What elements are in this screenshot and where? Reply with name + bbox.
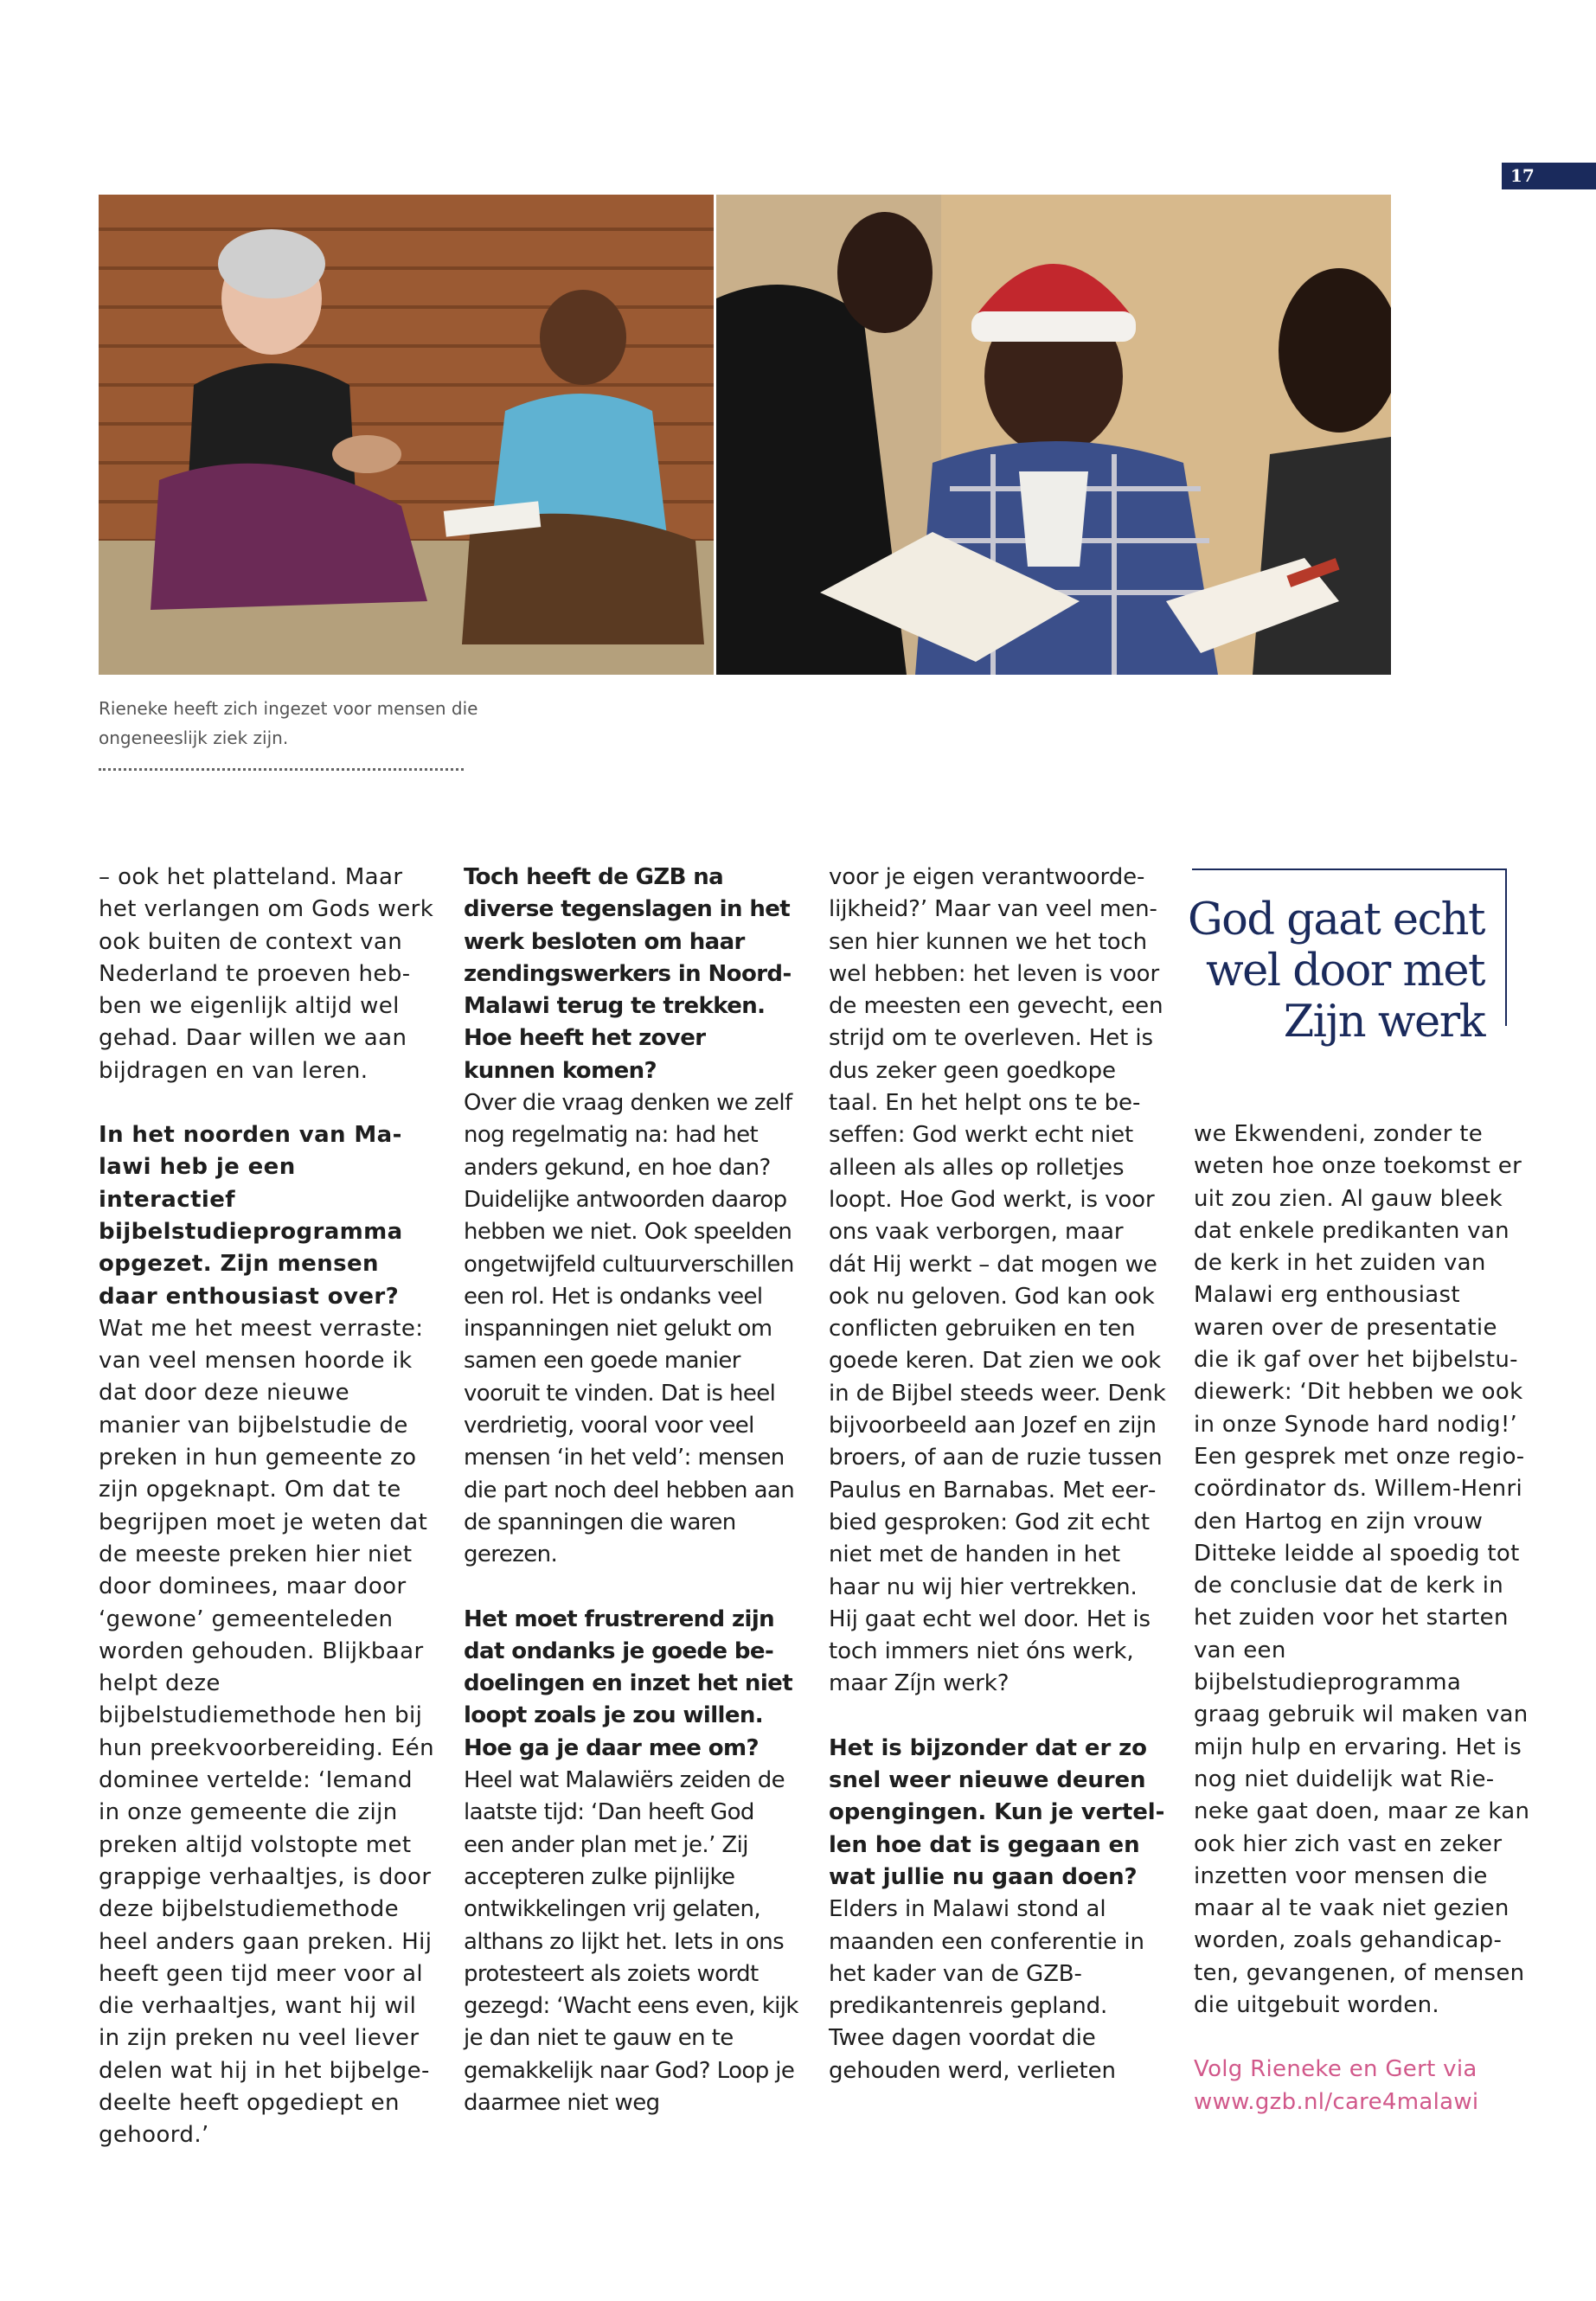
follow-text: Volg Rieneke en Gert via xyxy=(1194,2056,1477,2083)
paragraph: Over die vraag denken we zelf nog regelmatig na: had het anders gekund, en hoe dan? Duidelijke antwoorden daarop hebben we niet. Ook speelden ongetwijfeld cultuurverschillen een rol. Het is ondanks veel inspanningen niet gelukt om samen een goede manier vooruit te vinden. Dat is heel verdrietig, vooral voor veel mensen ‘in het veld’: mensen die part noch deel hebben aan de spanningen die waren gerezen. xyxy=(464,1090,795,1568)
pullquote-line: God gaat echt xyxy=(1187,894,1484,945)
article-column-1 xyxy=(99,862,436,2152)
pullquote xyxy=(1151,894,1484,1048)
pullquote-line: Zijn werk xyxy=(1283,997,1484,1048)
article-column-3 xyxy=(829,862,1166,2087)
caption-divider xyxy=(99,768,464,771)
paragraph: we Ekwendeni, zonder te weten hoe onze toekomst er uit zou zien. Al gauw bleek dat enkele predikanten van de kerk in het zuiden van Malawi erg enthousiast waren over de presentatie die ik gaf over het bijbelstudiewerk: ‘Dit hebben we ook in onze Synode hard nodig!’ Een gesprek met onze regiocoördinator ds. Willem-Henri den Hartog en zijn vrouw Ditteke leidde al spoedig tot de conclusie dat de kerk in het zuiden voor het starten van een bijbelstudieprogramma graag gebruik wil maken van mijn hulp en ervaring. Het is nog niet duidelijk wat Rieneke gaat doen, maar ze kan ook hier zich vast en zeker inzetten voor mensen die maar al te vaak niet gezien worden, zoals gehandicapten, gevangenen, of mensen die uitgebuit worden. xyxy=(1194,1121,1530,2019)
pullquote-line: wel door met xyxy=(1205,945,1484,997)
interview-question: Het moet frustrerend zijn dat ondanks je goede bedoelingen en inzet het niet loopt zoals je zou willen. Hoe ga je daar mee om? xyxy=(464,1606,793,1761)
paragraph: voor je eigen verantwoordelijkheid?’ Maar van veel mensen hier kunnen we het toch wel hebben: het leven is voor de meesten een gevecht, een strijd om te overleven. Het is dus zeker geen goedkope taal. En het helpt ons te beseffen: God werkt echt niet alleen als alles op rolletjes loopt. Hoe God werkt, is voor ons vaak verborgen, maar dát Hij werkt – dat mogen we ook nu geloven. God kan ook conflicten gebruiken en ten goede keren. Dat zien we ook in de Bijbel steeds weer. Denk bijvoorbeeld aan Jozef en zijn broers, of aan de ruzie tussen Paulus en Barnabas. Met eerbied gesproken: God zit echt niet met de handen in het haar nu wij hier vertrekken. Hij gaat echt wel door. Het is toch immers niet óns werk, maar Zíjn werk? xyxy=(829,864,1166,1697)
interview-question: Het is bijzonder dat er zo snel weer nieuwe deuren opengingen. Kun je vertellen hoe dat is gegaan en wat jullie nu gaan doen? xyxy=(829,1734,1165,1890)
interview-question: Toch heeft de GZB na diverse tegenslagen in het werk besloten om haar zendingswerkers in Noord-Malawi terug te trekken. Hoe heeft het zover kunnen komen? xyxy=(464,864,792,1084)
page-number: 17 xyxy=(1502,163,1596,189)
paragraph: Heel wat Malawiërs zeiden de laatste tijd: ‘Dan heeft God een ander plan met je.’ Zij accepteren zulke pijnlijke ontwikkelingen vrij gelaten, althans zo lijkt het. Iets in ons protesteert als zoiets wordt gezegd: ‘Wacht eens even, kijk je dan niet te gauw en te gemakkelijk naar God? Loop je daarmee niet weg xyxy=(464,1767,798,2116)
paragraph: Elders in Malawi stond al maanden een conferentie in het kader van de GZB-predikantenreis gepland. Twee dagen voordat die gehouden werd, verlieten xyxy=(829,1896,1144,2084)
photo-group-bible-study xyxy=(716,195,1391,675)
paragraph: – ook het platteland. Maar het verlangen om Gods werk ook buiten de context van Nederland te proeven hebben we eigenlijk altijd wel gehad. Daar willen we aan bijdragen en van leren. xyxy=(99,864,434,1084)
website-link[interactable]: www.gzb.nl/care4malawi xyxy=(1194,2088,1479,2115)
article-column-4 xyxy=(1194,1118,1531,2118)
article-column-2 xyxy=(464,862,801,2119)
photo-woman-reading-outdoors xyxy=(99,195,714,675)
photo-caption: Rieneke heeft zich ingezet voor mensen die ongeneeslijk ziek zijn. xyxy=(99,698,478,748)
paragraph: Wat me het meest verraste: van veel mensen hoorde ik dat door deze nieuwe manier van bijbelstudie de preken in hun gemeente zo zijn opgeknapt. Om dat te begrijpen moet je weten dat de meeste preken hier niet door dominees, maar door ‘gewone’ gemeenteleden worden gehouden. Blijkbaar helpt deze bijbelstudiemethode hen bij hun preekvoorbereiding. Eén dominee vertelde: ‘Iemand in onze gemeente die zijn preken altijd volstopte met grappige verhaaltjes, is door deze bijbelstudiemethode heel anders gaan preken. Hij heeft geen tijd meer voor al die verhaaltjes, want hij wil in zijn preken nu veel liever delen wat hij in het bijbelgedeelte heeft opgediept en gehoord.’ xyxy=(99,1315,435,2149)
interview-question: In het noorden van Malawi heb je een interactief bijbelstudieprogramma opgezet. Zijn mensen daar enthousiast over? xyxy=(99,1122,403,1310)
